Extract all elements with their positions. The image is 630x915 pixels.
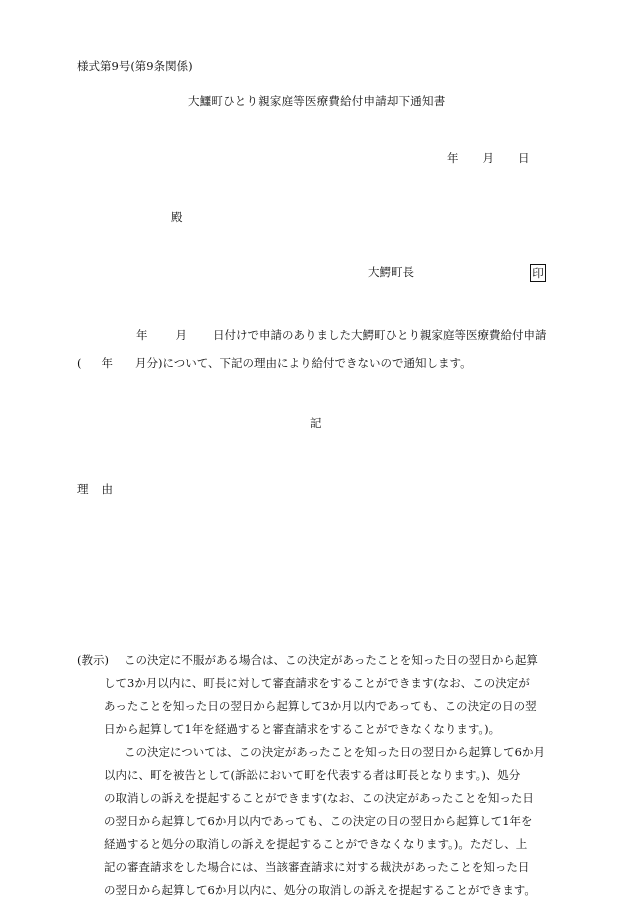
date-month: 月 [482, 151, 494, 165]
notice-line: して3か月以内に、町長に対して審査請求をすることができます(なお、この決定が [104, 676, 530, 690]
notice-label: (教示) [77, 653, 109, 667]
notice-line: の翌日から起算して6か月以内であっても、この決定の日の翌日から起算して1年を [104, 814, 533, 828]
date-year: 年 [447, 151, 459, 165]
date-day: 日 [518, 151, 530, 165]
reason-label-second: 由 [101, 482, 113, 496]
body-year-2: 年 [101, 356, 113, 370]
notice-line: の取消しの訴えを提起することができます(なお、この決定があったことを知った日 [104, 791, 534, 805]
ki-heading: 記 [310, 416, 322, 430]
notice-line: 記の審査請求をした場合には、当該審査請求に対する裁決があったことを知った日 [104, 860, 530, 874]
reason-label [77, 484, 113, 496]
reason-label-first: 理 [77, 482, 89, 496]
notice-line: 以内に、町を被告として(訴訟において町を代表する者は町長となります。)、処分 [104, 768, 521, 782]
date-line [447, 153, 530, 165]
notice-line: の翌日から起算して6か月以内に、処分の取消しの訴えを提起することができます。 [104, 883, 536, 897]
body-text-2: 月分)について、下記の理由により給付できないので通知します。 [135, 356, 472, 370]
sender-name: 大鰐町長 [368, 265, 414, 279]
body-paren-open: ( [77, 356, 82, 370]
addressee-suffix: 殿 [171, 210, 183, 224]
notice-line: 経過すると処分の取消しの訴えを提起することができなくなります。)。ただし、上 [104, 837, 528, 851]
form-number: 様式第9号(第9条関係) [77, 59, 193, 73]
notice-line: この決定に不服がある場合は、この決定があったことを知った日の翌日から起算 [124, 653, 538, 667]
seal-mark: 印 [530, 264, 546, 282]
body-year: 年 [136, 328, 148, 342]
body-text-1: 日付けで申請のありました大鰐町ひとり親家庭等医療費給付申請 [213, 328, 547, 342]
body-line-2 [77, 358, 472, 370]
body-line-1 [136, 330, 547, 342]
body-month: 月 [175, 328, 187, 342]
notice-line: この決定については、この決定があったことを知った日の翌日から起算して6か月 [124, 745, 545, 759]
notice-line: あったことを知った日の翌日から起算して3か月以内であっても、この決定の日の翌 [104, 699, 537, 713]
notice-line: 日から起算して1年を経過すると審査請求をすることができなくなります。)。 [104, 722, 501, 736]
document-title: 大鱷町ひとり親家庭等医療費給付申請却下通知書 [188, 94, 446, 108]
